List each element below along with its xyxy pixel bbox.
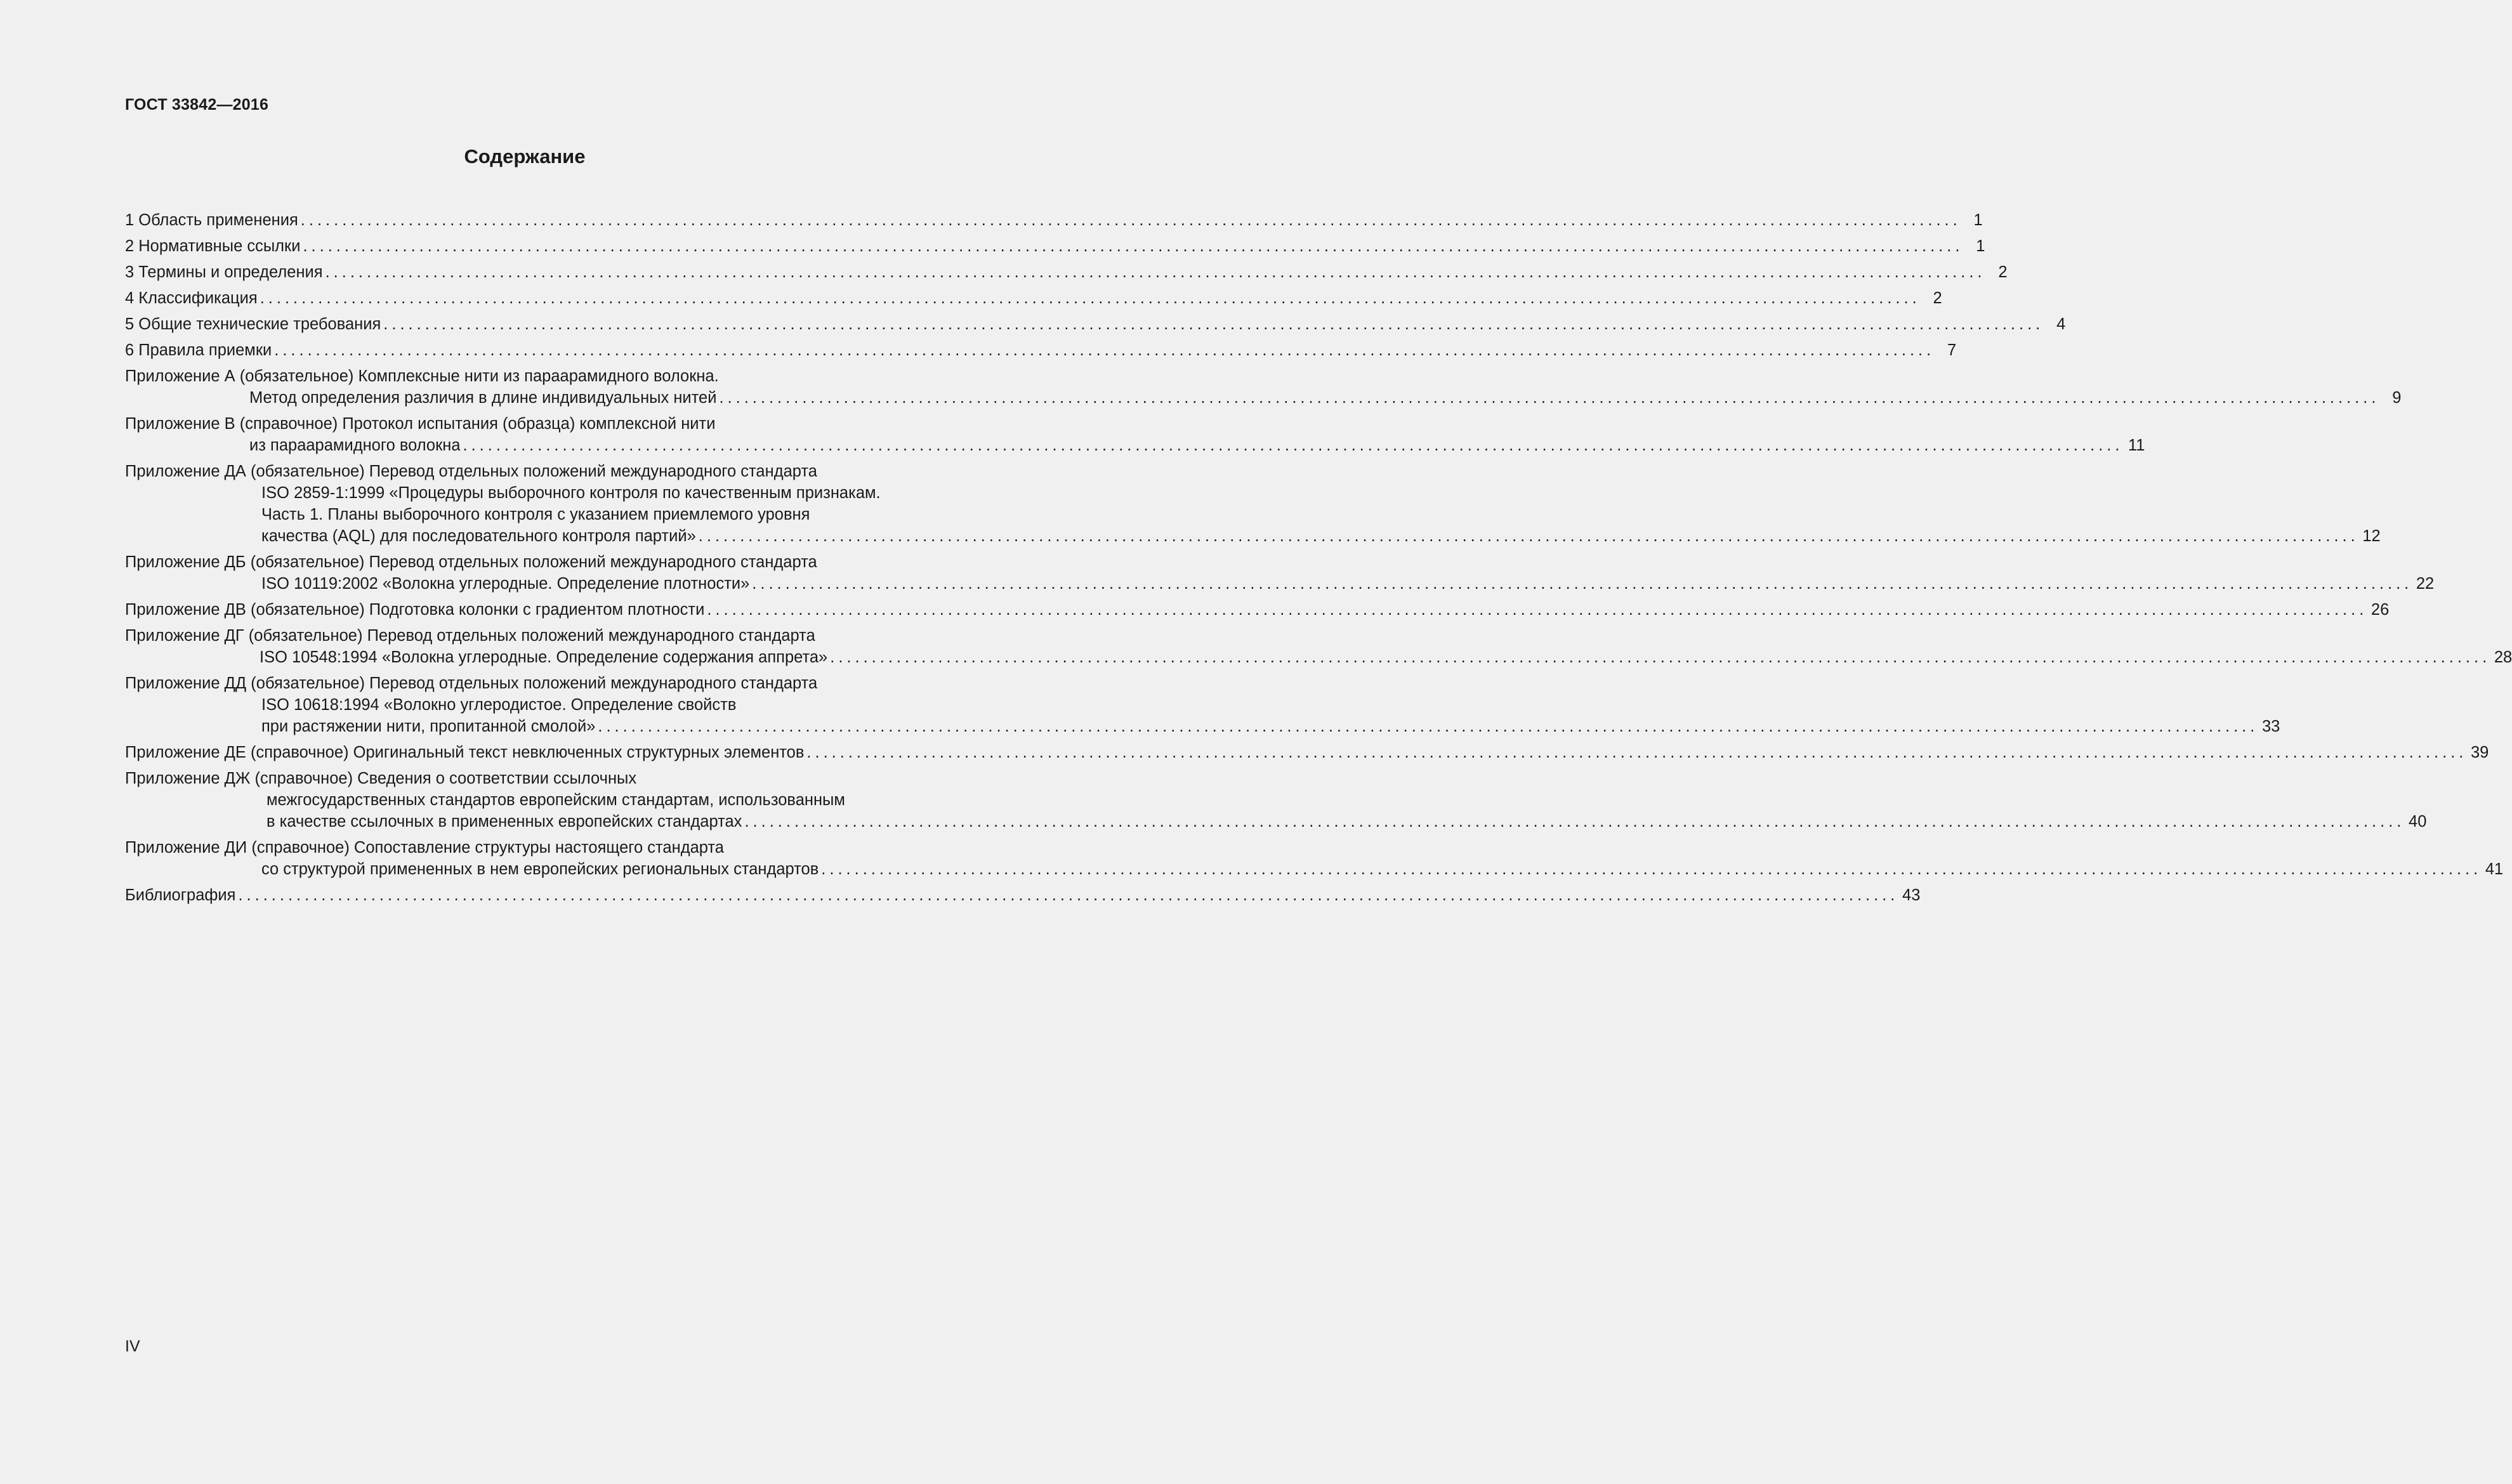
toc-entry — [125, 261, 2008, 283]
toc-line-text: ISO 10119:2002 «Волокна углеродные. Определение плотности» — [261, 575, 750, 593]
toc-line-text: ISO 10548:1994 «Волокна углеродные. Определение содержания аппрета» — [260, 648, 828, 666]
dot-leader: ........................................................................................................................................................................................................ — [744, 813, 2405, 831]
dot-leader: ........................................................................................................................................................................................................ — [830, 648, 2491, 666]
toc-line — [125, 673, 973, 694]
toc-line — [125, 647, 2512, 668]
toc-line-text: Приложение ДВ (обязательное) Подготовка колонки с градиентом плотности — [125, 601, 705, 619]
toc-line-text: Приложение ДБ (обязательное) Перевод отдельных положений международного стандарта — [125, 553, 817, 571]
toc-page-number: 26 — [2371, 601, 2390, 619]
toc-line-text: 2 Нормативные ссылки — [125, 237, 301, 255]
toc-line — [125, 573, 2435, 594]
dot-leader: ........................................................................................................................................................................................................ — [300, 211, 1961, 229]
toc-line-text: Приложение ДА (обязательное) Перевод отдельных положений международного стандарта — [125, 463, 817, 480]
toc-line-text: 5 Общие технические требования — [125, 315, 381, 333]
dot-leader: ........................................................................................................................................................................................................ — [325, 263, 1986, 281]
toc-line-text: Приложение А (обязательное) Комплексные нити из параарамидного волокна. — [125, 367, 719, 385]
toc-page-number: 7 — [1947, 341, 1957, 359]
dot-leader: ........................................................................................................................................................................................................ — [719, 389, 2380, 407]
toc-line — [125, 694, 973, 716]
toc-line — [125, 811, 2427, 832]
toc-line — [125, 235, 1985, 257]
toc-entry — [125, 599, 2390, 621]
toc-line — [125, 789, 973, 811]
toc-line-text: межгосударственных стандартов европейским стандартам, использованным — [266, 791, 845, 809]
dot-leader: ........................................................................................................................................................................................................ — [303, 237, 1964, 255]
toc-line — [125, 884, 1921, 906]
toc-entry — [125, 413, 2145, 456]
toc-line-text: 3 Термины и определения — [125, 263, 323, 281]
toc-entry — [125, 884, 1921, 906]
toc-line — [125, 858, 2504, 880]
dot-leader: ........................................................................................................................................................................................................ — [238, 886, 1899, 904]
toc-line-text: Приложение В (справочное) Протокол испытания (образца) комплексной нити — [125, 415, 716, 433]
toc-entry — [125, 742, 2489, 763]
toc-line — [125, 482, 973, 504]
toc-line — [125, 504, 973, 525]
toc-page-number: 28 — [2494, 648, 2512, 666]
toc-page-number: 2 — [1933, 289, 1942, 307]
dot-leader: ........................................................................................................................................................................................................ — [598, 718, 2259, 735]
toc-line — [125, 287, 1942, 309]
toc-line-text: 6 Правила приемки — [125, 341, 272, 359]
toc-line — [125, 716, 2280, 737]
toc-page-number: 4 — [2056, 315, 2066, 333]
toc-page-number: 12 — [2362, 527, 2381, 545]
toc-line — [125, 742, 2489, 763]
toc-page-number: 9 — [2392, 389, 2402, 407]
dot-leader: ........................................................................................................................................................................................................ — [752, 575, 2413, 593]
toc-line-text: Приложение ДД (обязательное) Перевод отдельных положений международного стандарта — [125, 674, 818, 692]
toc-line-text: 1 Область применения — [125, 211, 298, 229]
toc-line — [125, 261, 2008, 283]
toc-entry — [125, 313, 2066, 335]
toc-line — [125, 365, 973, 387]
toc-line — [125, 599, 2390, 621]
toc-line — [125, 413, 973, 435]
toc-entry — [125, 235, 1985, 257]
toc-line-text: Приложение ДГ (обязательное) Перевод отдельных положений международного стандарта — [125, 627, 815, 645]
toc-entry — [125, 768, 2427, 832]
toc-page-number: 22 — [2416, 575, 2435, 593]
toc-entry — [125, 339, 1957, 361]
toc-page-number: 1 — [1976, 237, 1985, 255]
toc-line-text: Библиография — [125, 886, 236, 904]
dot-leader: ........................................................................................................................................................................................................ — [707, 601, 2368, 619]
toc-line — [125, 525, 2381, 547]
toc-page-number: 2 — [1998, 263, 2008, 281]
toc-line-text: в качестве ссылочных в примененных европейских стандартах — [266, 813, 742, 831]
toc-line-text: ISO 2859-1:1999 «Процедуры выборочного контроля по качественным признакам. — [261, 484, 881, 502]
toc-line — [125, 461, 973, 482]
toc-entry — [125, 287, 1942, 309]
toc-entry — [125, 625, 2512, 668]
toc-line — [125, 209, 1983, 231]
toc-line-text: Метод определения различия в длине индивидуальных нитей — [249, 389, 717, 407]
dot-leader: ........................................................................................................................................................................................................ — [274, 341, 1935, 359]
toc-title: Содержание — [464, 145, 586, 167]
dot-leader: ........................................................................................................................................................................................................ — [821, 860, 2482, 878]
toc-line-text: со структурой примененных в нем европейских региональных стандартов — [261, 860, 819, 878]
toc-line-text: 4 Классификация — [125, 289, 258, 307]
toc-page-number: 40 — [2409, 813, 2427, 831]
dot-leader: ........................................................................................................................................................................................................ — [463, 437, 2124, 454]
dot-leader: ........................................................................................................................................................................................................ — [383, 315, 2044, 333]
toc-line — [125, 551, 973, 573]
toc-line-text: ISO 10618:1994 «Волокно углеродистое. Определение свойств — [261, 696, 737, 714]
toc-page-number: 43 — [1902, 886, 1921, 904]
toc-entry — [125, 837, 2504, 880]
toc-entry — [125, 365, 2402, 409]
toc-line-text: Приложение ДИ (справочное) Сопоставление структуры настоящего стандарта — [125, 839, 724, 857]
toc-line — [125, 387, 2402, 409]
toc-line — [125, 339, 1957, 361]
table-of-contents — [125, 209, 2512, 910]
toc-line — [125, 435, 2145, 456]
toc-line-text: качества (AQL) для последовательного контроля партий» — [261, 527, 696, 545]
toc-line-text: Приложение ДЖ (справочное) Сведения о соответствии ссылочных — [125, 770, 637, 787]
toc-page-number: 11 — [2127, 437, 2145, 454]
document-code: ГОСТ 33842—2016 — [125, 96, 269, 114]
toc-line — [125, 625, 973, 647]
toc-line-text: при растяжении нити, пропитанной смолой» — [261, 718, 596, 735]
toc-line — [125, 313, 2066, 335]
toc-entry — [125, 461, 2381, 547]
page-number: IV — [125, 1337, 140, 1355]
toc-line — [125, 768, 973, 789]
toc-page-number: 41 — [2485, 860, 2504, 878]
toc-line-text: Приложение ДЕ (справочное) Оригинальный текст невключенных структурных элементов — [125, 744, 805, 761]
toc-entry — [125, 673, 2280, 737]
toc-page-number: 1 — [1973, 211, 1983, 229]
toc-entry — [125, 551, 2435, 594]
toc-line-text: из параарамидного волокна — [249, 437, 461, 454]
dot-leader: ........................................................................................................................................................................................................ — [698, 527, 2359, 545]
toc-page-number: 39 — [2471, 744, 2489, 761]
toc-line-text: Часть 1. Планы выборочного контроля с указанием приемлемого уровня — [261, 506, 810, 523]
toc-line — [125, 837, 973, 858]
toc-entry — [125, 209, 1983, 231]
dot-leader: ........................................................................................................................................................................................................ — [260, 289, 1921, 307]
toc-page-number: 33 — [2261, 718, 2280, 735]
dot-leader: ........................................................................................................................................................................................................ — [806, 744, 2468, 761]
